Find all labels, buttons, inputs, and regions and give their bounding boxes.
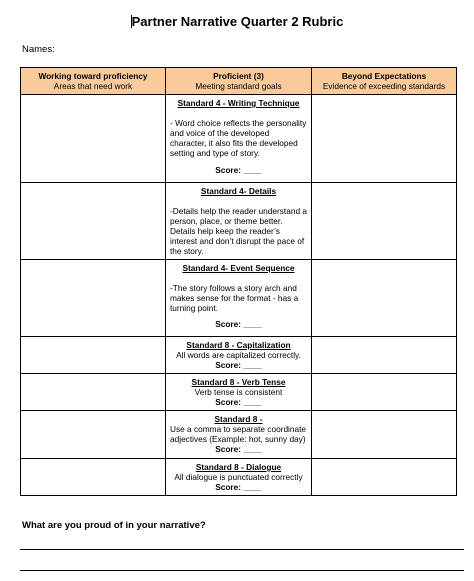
header-row (21, 68, 457, 95)
rubric-row-comma (21, 411, 457, 459)
standard-title: Standard 4 - Writing Technique (177, 98, 300, 108)
working-cell[interactable] (21, 337, 166, 374)
score-line: Score: ____ (215, 444, 262, 454)
answer-line[interactable] (20, 549, 464, 550)
standard-description: All words are capitalized correctly. (176, 350, 301, 360)
answer-line[interactable] (20, 570, 464, 571)
header-proficient (166, 68, 312, 95)
standard-title: Standard 8 - (214, 414, 263, 424)
working-cell[interactable] (21, 183, 166, 260)
rubric-row-details (21, 183, 457, 260)
proficient-cell[interactable] (166, 183, 312, 260)
header-title: Working toward proficiency (38, 71, 148, 81)
proficient-cell[interactable] (166, 459, 312, 496)
score-line: Score: ____ (215, 397, 262, 407)
proficient-cell[interactable] (166, 411, 312, 459)
working-cell[interactable] (21, 374, 166, 411)
header-title: Proficient (3) (213, 71, 264, 81)
proficient-cell[interactable] (166, 337, 312, 374)
working-cell[interactable] (21, 411, 166, 459)
names-label: Names: (22, 44, 55, 55)
score-line: Score: ____ (215, 319, 262, 329)
beyond-cell[interactable] (312, 374, 457, 411)
standard-title: Standard 4- Details (200, 186, 277, 196)
header-beyond (312, 68, 457, 95)
rubric-table (20, 67, 457, 496)
rubric-row-dialogue (21, 459, 457, 496)
score-line: Score: ____ (215, 482, 262, 492)
beyond-cell[interactable] (312, 260, 457, 337)
proficient-cell[interactable] (166, 95, 312, 183)
standard-description: - Word choice reflects the personality and voice of the developed character, it also fits the developed setting and type of story. (170, 118, 307, 158)
proficient-cell[interactable] (166, 374, 312, 411)
standard-title: Standard 8 - Verb Tense (191, 377, 286, 387)
standard-description: -Details help the reader understand a person, place, or theme better. Details help keep the reader’s interest and don’t disrupt the pace of the story. (170, 206, 307, 256)
header-title: Beyond Expectations (341, 71, 427, 81)
working-cell[interactable] (21, 459, 166, 496)
beyond-cell[interactable] (312, 459, 457, 496)
standard-title: Standard 4- Event Sequence (182, 263, 295, 273)
beyond-cell[interactable] (312, 411, 457, 459)
beyond-cell[interactable] (312, 95, 457, 183)
standard-description: Verb tense is consistent (194, 387, 283, 397)
score-line: Score: ____ (215, 165, 262, 175)
beyond-cell[interactable] (312, 337, 457, 374)
rubric-row-verb-tense (21, 374, 457, 411)
header-working-toward (21, 68, 166, 95)
reflection-question: What are you proud of in your narrative? (22, 520, 206, 531)
header-subtitle: Meeting standard goals (195, 81, 282, 91)
standard-description: All dialogue is punctuated correctly (174, 472, 303, 482)
standard-description: Use a comma to separate coordinate adjectives (Example: hot, sunny day) (170, 424, 307, 444)
proficient-cell[interactable] (166, 260, 312, 337)
beyond-cell[interactable] (312, 183, 457, 260)
working-cell[interactable] (21, 95, 166, 183)
header-subtitle: Areas that need work (53, 81, 133, 91)
working-cell[interactable] (21, 260, 166, 337)
rubric-row-event-sequence (21, 260, 457, 337)
rubric-row-capitalization (21, 337, 457, 374)
header-subtitle: Evidence of exceeding standards (322, 81, 446, 91)
standard-title: Standard 8 - Capitalization (186, 340, 291, 350)
standard-description: -The story follows a story arch and makes sense for the format - has a turning point. (170, 283, 299, 313)
rubric-row-writing-technique (21, 95, 457, 183)
standard-title: Standard 8 - Dialogue (195, 462, 282, 472)
document-title: Partner Narrative Quarter 2 Rubric (131, 14, 344, 29)
score-line: Score: ____ (215, 360, 262, 370)
